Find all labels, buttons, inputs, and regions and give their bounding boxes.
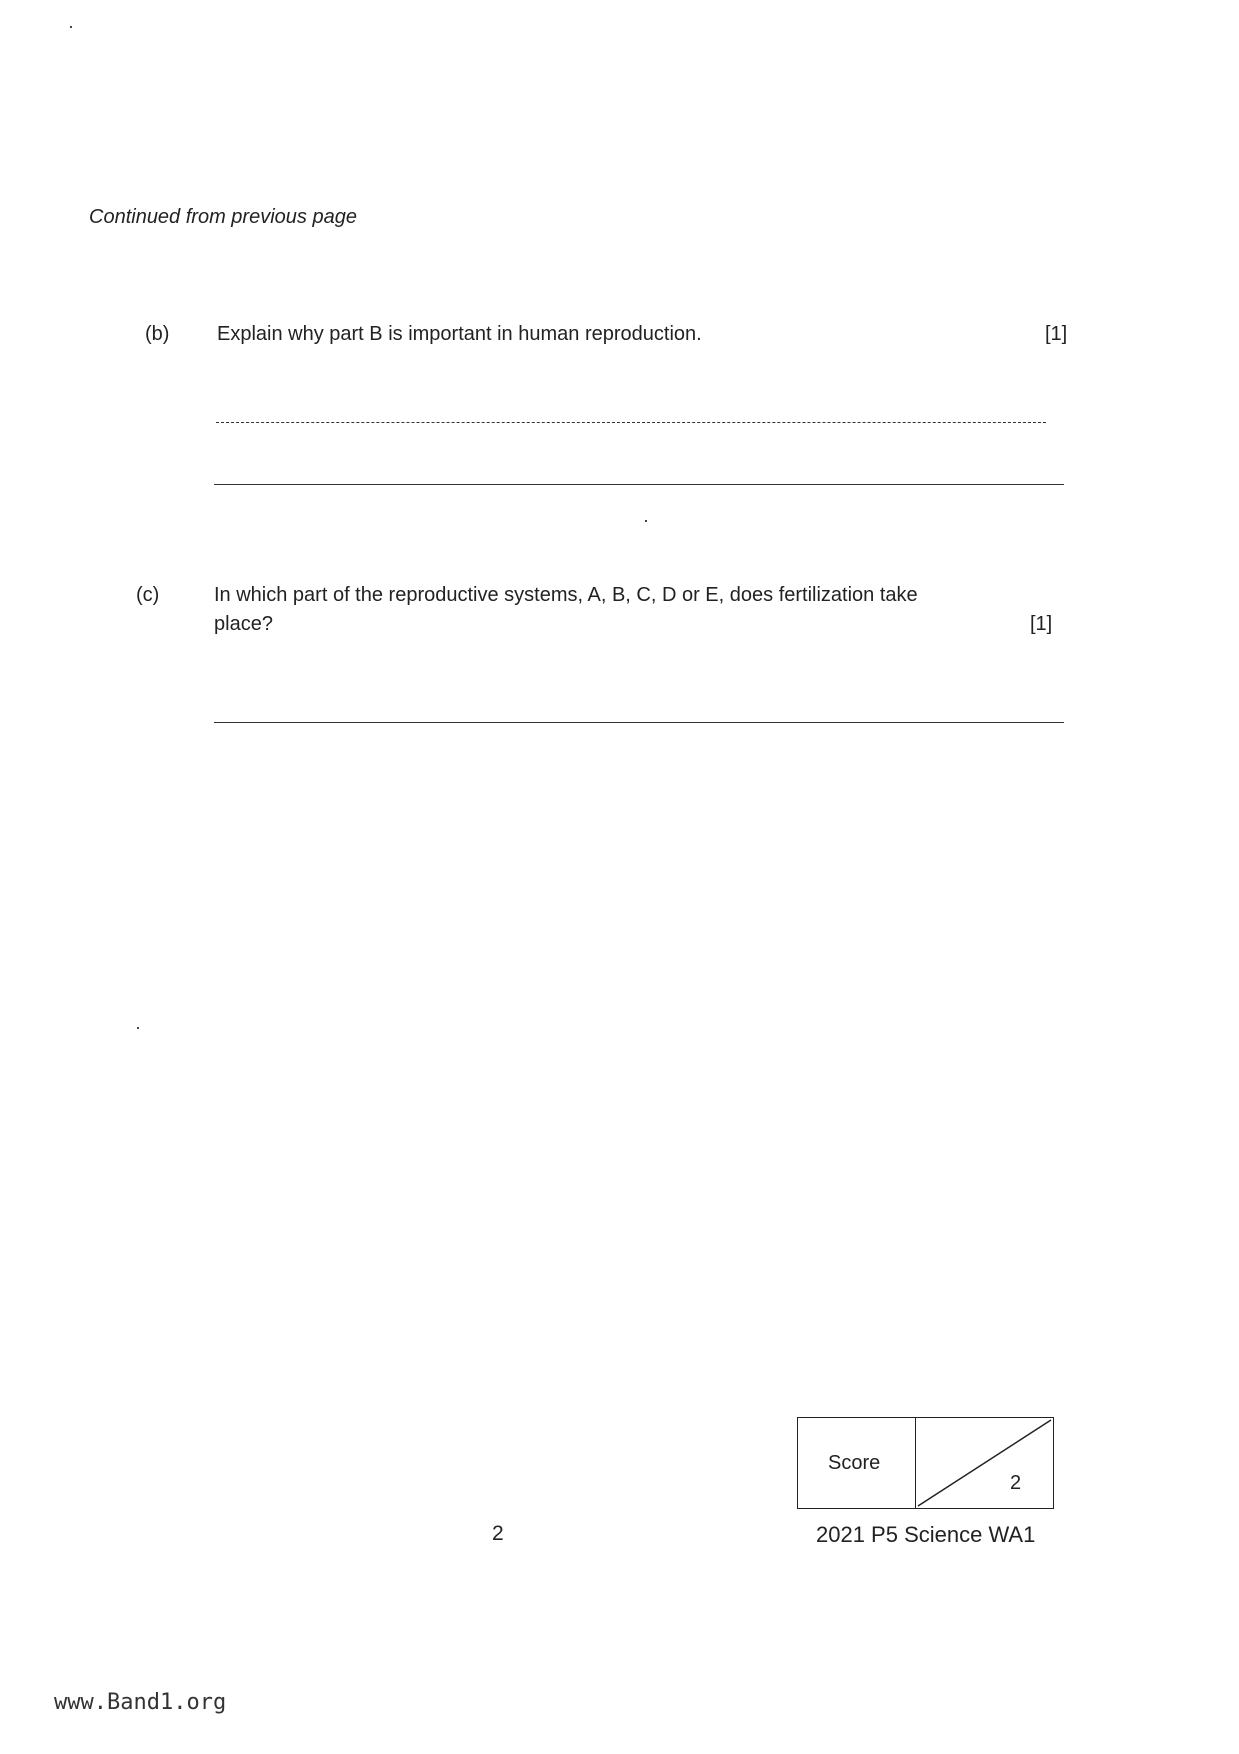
question-c-text-line1: In which part of the reproductive systems, A, B, C, D or E, does fertilization take	[214, 584, 918, 606]
score-diagonal	[916, 1418, 1053, 1508]
question-c-marks: [1]	[1030, 613, 1053, 635]
question-b-marks: [1]	[1045, 323, 1068, 345]
question-b-label: (b)	[145, 323, 170, 345]
question-c-label: (c)	[136, 584, 160, 606]
question-c-text-line2: place?	[214, 613, 273, 635]
answer-line[interactable]	[214, 722, 1064, 723]
scan-speck	[137, 1027, 139, 1029]
score-box	[797, 1417, 1054, 1509]
continued-note: Continued from previous page	[89, 206, 357, 228]
score-label-cell	[798, 1418, 916, 1508]
scan-speck	[645, 520, 647, 522]
answer-line[interactable]	[216, 422, 1046, 423]
watermark: www.Band1.org	[54, 1690, 227, 1715]
footer-title: 2021 P5 Science WA1	[816, 1522, 1036, 1547]
question-b-text: Explain why part B is important in human reproduction.	[217, 323, 702, 345]
score-value-cell[interactable]	[916, 1418, 1053, 1508]
scan-speck	[70, 26, 72, 28]
page-number: 2	[492, 1522, 504, 1545]
score-label: Score	[828, 1452, 881, 1474]
answer-line[interactable]	[214, 484, 1064, 485]
score-total: 2	[1010, 1472, 1022, 1494]
